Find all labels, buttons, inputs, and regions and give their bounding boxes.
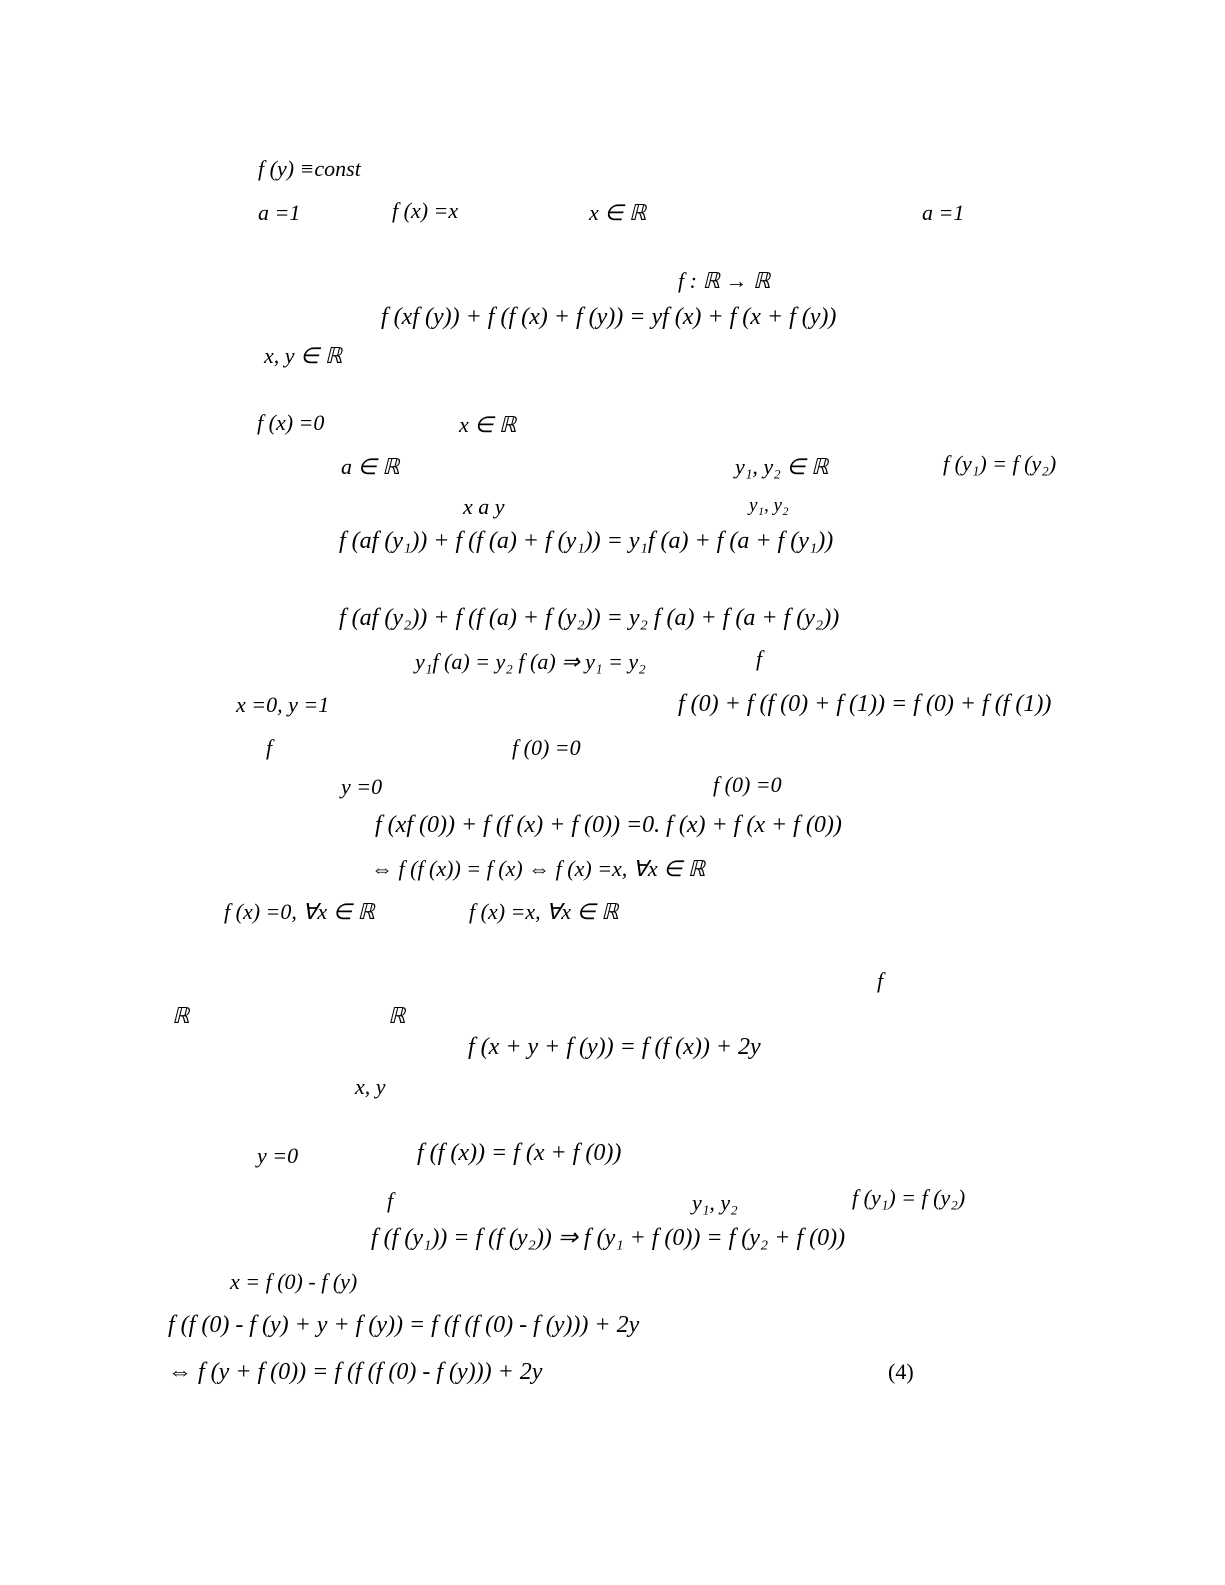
line-eq-ffx-xf0: f (f (x)) = f (x + f (0))	[417, 1140, 622, 1166]
line-f0-0-b: f (0) =0	[713, 772, 782, 797]
line-eq-ffx: ⇔ f (f (x)) = f (x) ⇔ f (x) =x, ∀x ∈ ℝ	[371, 856, 706, 881]
line-R-mid: ℝ	[388, 1003, 406, 1028]
line-a-1-left: a =1	[258, 200, 301, 225]
line-eq-ffy1: f (f (y₁)) = f (f (y₂)) ⇒ f (y₁ + f (0)) = f (y₂ + f (0))	[371, 1225, 846, 1251]
line-fx-0: f (x) =0	[257, 410, 325, 435]
line-x0-y1: x =0, y =1	[236, 692, 330, 717]
line-y1-y2-b: y₁, y₂	[692, 1190, 738, 1215]
line-x-in-R-2: x ∈ ℝ	[459, 412, 517, 437]
line-a-in-R: a ∈ ℝ	[341, 454, 400, 479]
line-f-inline-1: f	[756, 646, 763, 671]
line-fy1-fy2-b: f (y₁) = f (y₂)	[852, 1185, 966, 1210]
line-R-left: ℝ	[172, 1003, 190, 1028]
line-f-const: f (y) ≡const	[258, 156, 361, 181]
line-f0-0-a: f (0) =0	[512, 735, 581, 760]
equation-number-4: (4)	[888, 1359, 914, 1384]
line-eq-xf0: f (xf (0)) + f (f (x) + f (0)) =0. f (x) + f (x + f (0))	[375, 812, 842, 838]
line-a-1-right: a =1	[922, 200, 965, 225]
line-x-y-vars: x, y	[355, 1074, 386, 1099]
line-eq-sub-2: ⇔ f (y + f (0)) = f (f (f (0) - f (y))) + 2y	[168, 1359, 543, 1385]
line-x-a-y: x a y	[463, 494, 505, 519]
line-sol-1: f (x) =0, ∀x ∈ ℝ	[224, 899, 375, 924]
line-x-in-R-1: x ∈ ℝ	[589, 200, 647, 225]
line-eq-f0-f1: f (0) + f (f (0) + f (1)) = f (0) + f (f (1))	[678, 691, 1052, 717]
line-eq-second: f (x + y + f (y)) = f (f (x)) + 2y	[468, 1034, 761, 1060]
line-fx-x: f (x) =x	[392, 198, 459, 223]
line-y0-second: y =0	[257, 1143, 299, 1168]
line-f-inline-2: f	[266, 735, 273, 760]
line-f-R-to-R: f : ℝ → ℝ	[678, 268, 771, 293]
line-x-f0-fy: x = f (0) - f (y)	[230, 1269, 358, 1294]
line-y1-y2-in-R: y₁, y₂ ∈ ℝ	[735, 454, 829, 479]
line-eq-af-y2: f (af (y₂)) + f (f (a) + f (y₂)) = y₂ f (a) + f (a + f (y₂))	[339, 605, 840, 631]
line-f-inline-3: f	[877, 968, 884, 993]
line-y1-y2: y₁, y₂	[749, 495, 789, 516]
line-f-inline-4: f	[387, 1188, 394, 1213]
line-y-0: y =0	[341, 774, 383, 799]
line-eq-af-y1: f (af (y₁)) + f (f (a) + f (y₁)) = y₁f (a) + f (a + f (y₁))	[339, 528, 834, 554]
line-xy-in-R: x, y ∈ ℝ	[264, 343, 343, 368]
line-main-equation: f (xf (y)) + f (f (x) + f (y)) = yf (x) + f (x + f (y))	[381, 304, 837, 330]
line-sol-2: f (x) =x, ∀x ∈ ℝ	[469, 899, 619, 924]
line-y1fa-y2fa: y₁f (a) = y₂ f (a) ⇒ y₁ = y₂	[415, 649, 646, 674]
line-fy1-fy2: f (y₁) = f (y₂)	[943, 451, 1057, 476]
line-eq-sub-1: f (f (0) - f (y) + y + f (y)) = f (f (f (0) - f (y))) + 2y	[168, 1312, 640, 1338]
